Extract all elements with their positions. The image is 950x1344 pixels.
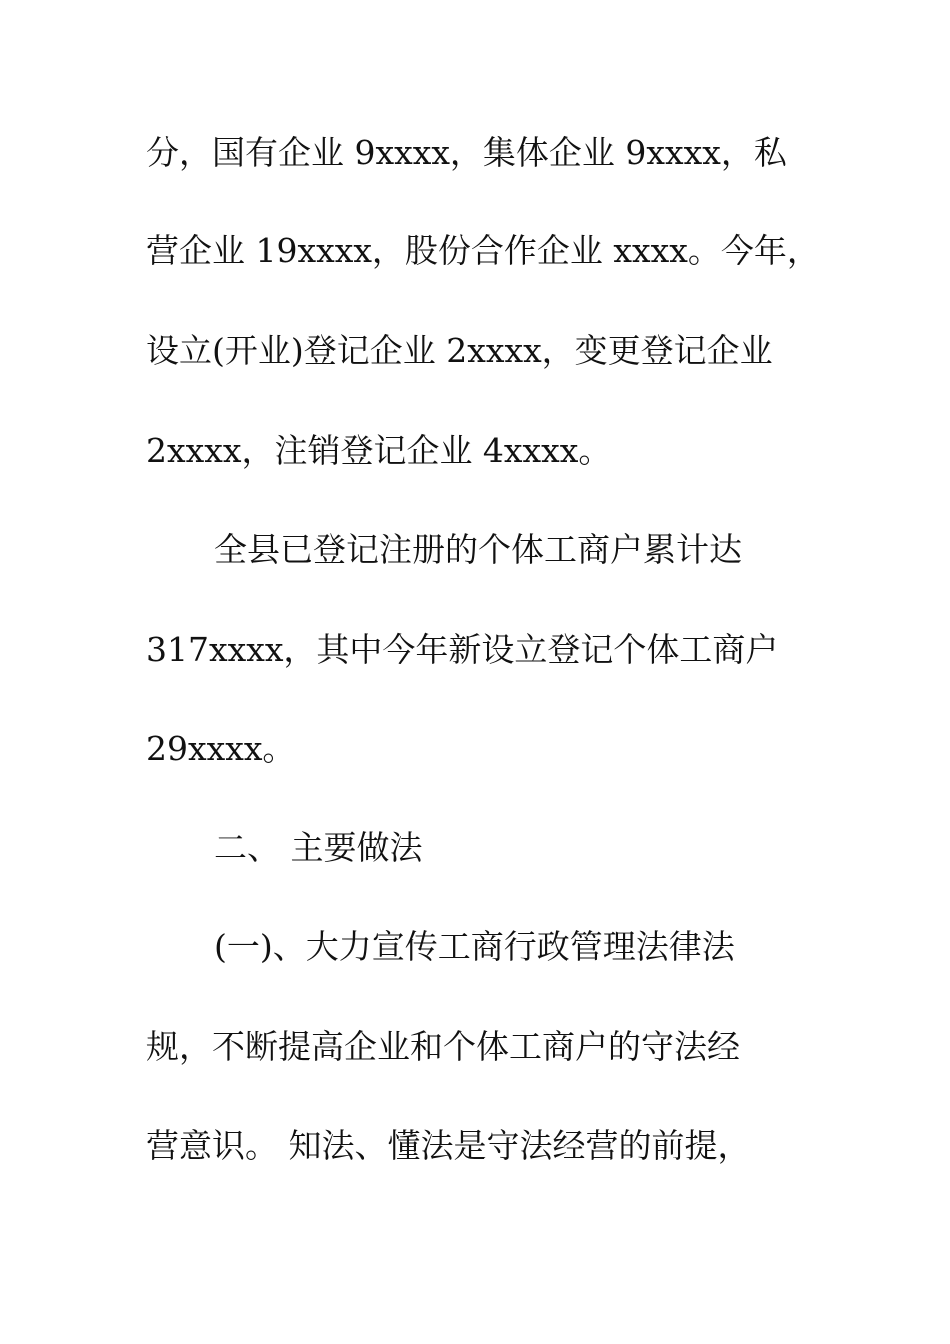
paragraph-line-2: 营企业 19xxxx，股份合作企业 xxxx。今年， (146, 231, 820, 270)
paragraph-line-4: 2xxxx，注销登记企业 4xxxx。 (146, 431, 612, 470)
paragraph-line-7: 29xxxx。 (146, 729, 296, 768)
paragraph-line-5: 全县已登记注册的个体工商户累计达 (214, 530, 742, 569)
paragraph-line-3: 设立(开业)登记企业 2xxxx，变更登记企业 (146, 331, 773, 370)
paragraph-line-1: 分，国有企业 9xxxx，集体企业 9xxxx，私 (146, 133, 787, 172)
paragraph-line-10: 规，不断提高企业和个体工商户的守法经 (146, 1027, 740, 1066)
paragraph-line-11: 营意识。 知法、懂法是守法经营的前提， (146, 1126, 751, 1165)
paragraph-line-6: 317xxxx，其中今年新设立登记个体工商户 (146, 630, 779, 669)
section-heading: 二、 主要做法 (214, 828, 423, 867)
subsection-heading-line: (一)、大力宣传工商行政管理法律法 (214, 927, 735, 966)
